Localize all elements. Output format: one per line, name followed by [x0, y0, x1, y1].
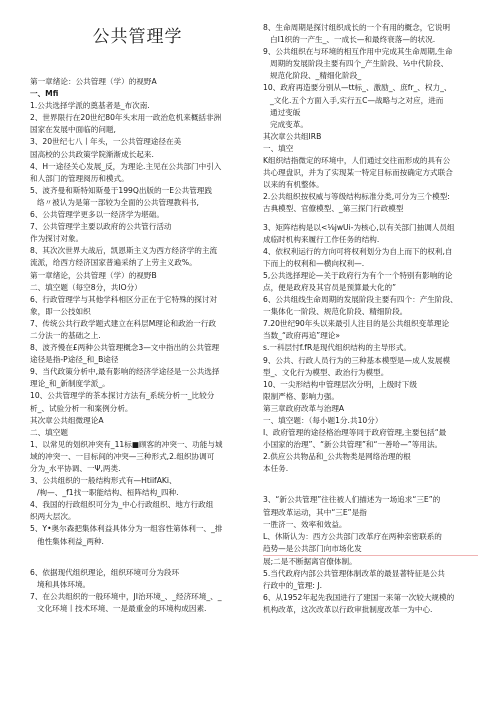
text-line: 10、一尖形结构中管理层次分明，上级时下级 — [263, 379, 417, 389]
text-line: 国家在发展中面临的问题, — [30, 125, 116, 135]
text-line: 理论_和_新制度学派_。 — [30, 379, 110, 389]
text-line: 作为探讨对象。 — [30, 234, 84, 244]
text-line: 周期的发展阶段主要有四个_产生阶段、½中代阶段、 — [270, 59, 449, 69]
text-line: _文化.五个方面入手,实行五C—战略与之对应，进而 — [270, 95, 444, 105]
text-line: 一集体化一阶段、规范化阶段、精细阶段。 — [263, 307, 408, 317]
text-line: 本任务. — [263, 464, 289, 474]
text-line: 8、波齐慢在£两种公共管理概念3—文中指出的公共管理 — [30, 343, 220, 353]
text-line: 白I1织的一产生_、一成长—和最终衰落—的状况. — [270, 35, 436, 45]
text-line: 3、公共组织的一般结构形式有—HtiifAKi、 — [30, 476, 177, 486]
text-line: 二分法一的基础之上. — [30, 330, 101, 340]
right-column — [263, 0, 478, 616]
text-line: 第一章绪论：公共管理（学）的视野A — [30, 77, 157, 86]
text-line: 6、公共组线生命周期的发展阶段主要有四个：产生阶段、 — [263, 295, 458, 305]
right-lines — [263, 22, 478, 616]
text-line: 1、以常见的划织冲突有_11标■顾客的冲突一、功能与城 — [30, 439, 223, 449]
text-line: 一、填空 — [263, 143, 294, 153]
text-line: 6、公共管理学更多以一经济学为堪础。 — [30, 210, 164, 220]
text-line: 一胜济一、效率和效益。 — [263, 519, 347, 529]
text-line: 其次章公共组微理论A — [30, 415, 104, 425]
text-line: 境和具体环境。 — [37, 579, 91, 589]
text-line: 象，即一公技如织 — [30, 306, 91, 316]
text-line: 小国家的治理”、“新公共管理”和“一善哈—”等用法。 — [263, 440, 443, 450]
text-line: 织两大层次。 — [30, 512, 76, 522]
text-line: 分为_水平协调、一Ψ,两类. — [30, 464, 121, 473]
text-line: 管理改革运动，其中“三E”是指 — [263, 507, 367, 517]
text-line: 8、生命周期是探讨组织成长的一个有用的概念，它说明 — [263, 23, 451, 32]
text-line: 趋势—是公共部门向市场化发 — [263, 543, 478, 556]
text-line: 域的冲突一、一目标间的冲突—三种形式,2.组织协调可 — [30, 451, 215, 461]
text-line: 5.当代政府内部公共管理体制改革的最显著特征是公共 — [263, 569, 445, 579]
text-line: 2、世界限行在20世纪80年头末用一政治危机来概括非洲 — [30, 113, 222, 123]
text-line: 3、20世纪七八丨年头，一公共管理途径在美 — [30, 137, 182, 147]
text-line: 成临时机构来履行工作任务的结构. — [263, 234, 380, 244]
text-line: 一、填空题：（每小题1分.共10分） — [263, 416, 383, 425]
text-line: 流派，给西方经济国家普遍采纳了上劳主义政%。 — [30, 258, 197, 268]
text-line: 其次章公共组IRB — [263, 131, 322, 141]
text-line: 5、Y•奥尔森把集体利益具体分为一组容性第体利一、_排 — [30, 524, 223, 534]
text-line: 展;二是不断据离官僚体制。 — [263, 556, 357, 566]
text-line: 2.供应公共物品和_公共物类是网络治理的根 — [263, 452, 411, 462]
text-line: 点，便是政府及其官员是预算最大化的” — [263, 282, 397, 292]
text-line: I、政府管理的途径格治理等同于政府管理,主要包括“最 — [263, 428, 447, 438]
text-line: 9、公共、行政人员行为的三种基本模型是—成人发展模 — [263, 355, 451, 365]
text-line: 5,公共选择理论—关于政府行为有个一个特别有影响的论 — [263, 270, 453, 280]
text-line: 7、在公共组织的一般环境中，JI治环境_、_经济环境_、_ — [30, 591, 222, 601]
text-line: 一、Mfi — [30, 89, 59, 99]
text-line: 7、公共管理学主要以政府的公共管行活动 — [30, 222, 172, 232]
text-line: 络〃被认为是第一部较为全面的公共管理教科书, — [37, 197, 199, 207]
text-line: 规范化阶段、_精细化阶段_ — [270, 71, 362, 81]
text-line: 型_、文化行为模型、政治行为模型。 — [263, 367, 389, 377]
left-column — [30, 0, 245, 615]
line-gap — [30, 548, 245, 567]
text-line: 10、公共管理学的茶本探讨方法有_系统分析一_比较分 — [30, 391, 215, 401]
left-lines — [30, 76, 245, 615]
text-line: 和人部门的管理阅历和模式。 — [30, 173, 129, 183]
text-line: /枸—、_f1找一职能结构、桓阵结构_四种. — [37, 488, 179, 498]
text-line: 2.公共组织按权威与等级结构标准分类,可分为三个模型: — [263, 192, 450, 202]
text-line: 第一章绪论，公共管理（学）的视野B — [30, 270, 157, 280]
text-line: 3、矩阵结构是以<⅛jwUi-为核心,以有关部门抽调人员组 — [263, 222, 455, 232]
text-line: 1.公共选择学派的奠基者是_布次南. — [30, 101, 150, 111]
text-line: 7、传统公共行政学题式建立在科层M理论和政治一行政 — [30, 318, 217, 328]
line-gap — [263, 475, 478, 494]
text-line: 国高校的公共政策学院渐渐成长起来. — [30, 149, 154, 159]
text-line: 4、H一途径关心发展_反，为理论.主见在公共部门中引入 — [30, 161, 222, 171]
text-line: 通过变皈 — [270, 107, 301, 117]
text-line: K组织结指微定的环境中，人们通过交往而形成的具有公 — [263, 156, 451, 166]
text-line: 下而上的权利和—横向权利—. — [263, 258, 365, 268]
text-line: 3、“新公共管理”往往被人们描述为一场追求“三E”的 — [263, 495, 441, 505]
text-line: s.一科层忖f.fR是现代组织结构的主导形式。 — [263, 343, 411, 353]
text-line: 6、行政管理学与其他学科相区分正在于它特殊的探讨对 — [30, 294, 218, 304]
text-line: L、休斯认为：西方公共部门改革疗在两种亲密联系的 — [263, 531, 442, 541]
text-line: 完成变革。 — [270, 119, 308, 129]
text-line: 行政中的_管理: J. — [263, 581, 322, 591]
text-line: 以来的有机整体。 — [263, 180, 324, 190]
text-line: 析_、试验分析一和案例分析。 — [30, 403, 133, 413]
text-line: 二、填空题 — [30, 427, 68, 437]
text-line: 8、其次次世界大战后，凯恩斯主义为西方经济学的主流 — [30, 246, 218, 256]
text-line: 限制严格、影响力强。 — [263, 391, 339, 401]
text-line: 共心理盘识，并为了实现某一特定目标而按确定方式联合 — [263, 168, 453, 178]
text-line: 第三章政府改革与治理A — [263, 403, 345, 413]
text-line: 7.20世纪90年头以来最引人注目的是公共组织变革理论 — [263, 319, 450, 329]
document-title: 公共管理学 — [92, 27, 183, 47]
text-line: 机构改革，这次改革以行政审批制度改革一为中心. — [263, 605, 433, 615]
text-line: 9、公共组织在与环境的相互作用中完成其生命周期,生命 — [263, 47, 453, 57]
text-line: 4、依权利运行的方向可将权利划分为自上而下的权利,自 — [263, 246, 453, 256]
text-line: 二、填空题（每空8分，共IO分） — [30, 282, 142, 292]
text-line: 5、波齐曼和斯特知斯曼于199Q出版的一E公共管理践 — [30, 185, 212, 195]
text-line: 他性集体利益_两种. — [37, 536, 104, 546]
text-line: 6、从1952年起先我国进行了建国一来第一次较大规模的 — [263, 593, 455, 603]
text-line: 9、当代政策分析中,最有影响的经济学途径是一公共选择 — [30, 367, 220, 377]
text-line: 古典模型、官僚模型、_第三探门行政模型 — [263, 204, 404, 214]
text-line: 10、政府再造要分别从—tt标_、激励_、庶fr_、权力_、 — [263, 83, 452, 93]
text-line: 6、依据现代组织理论，组织环境可分为段环 — [30, 567, 180, 577]
text-line: 文化环境丨技术环境、一是最重金的环境构成因素. — [37, 603, 207, 613]
text-line: 4、我国的行政组织可分为_中心行政组织、地方行政组 — [30, 500, 214, 510]
text-line: 当数_“政府再追”理论» — [263, 331, 341, 341]
text-line: 途径是指-P途径_和_B途径 — [30, 355, 119, 365]
